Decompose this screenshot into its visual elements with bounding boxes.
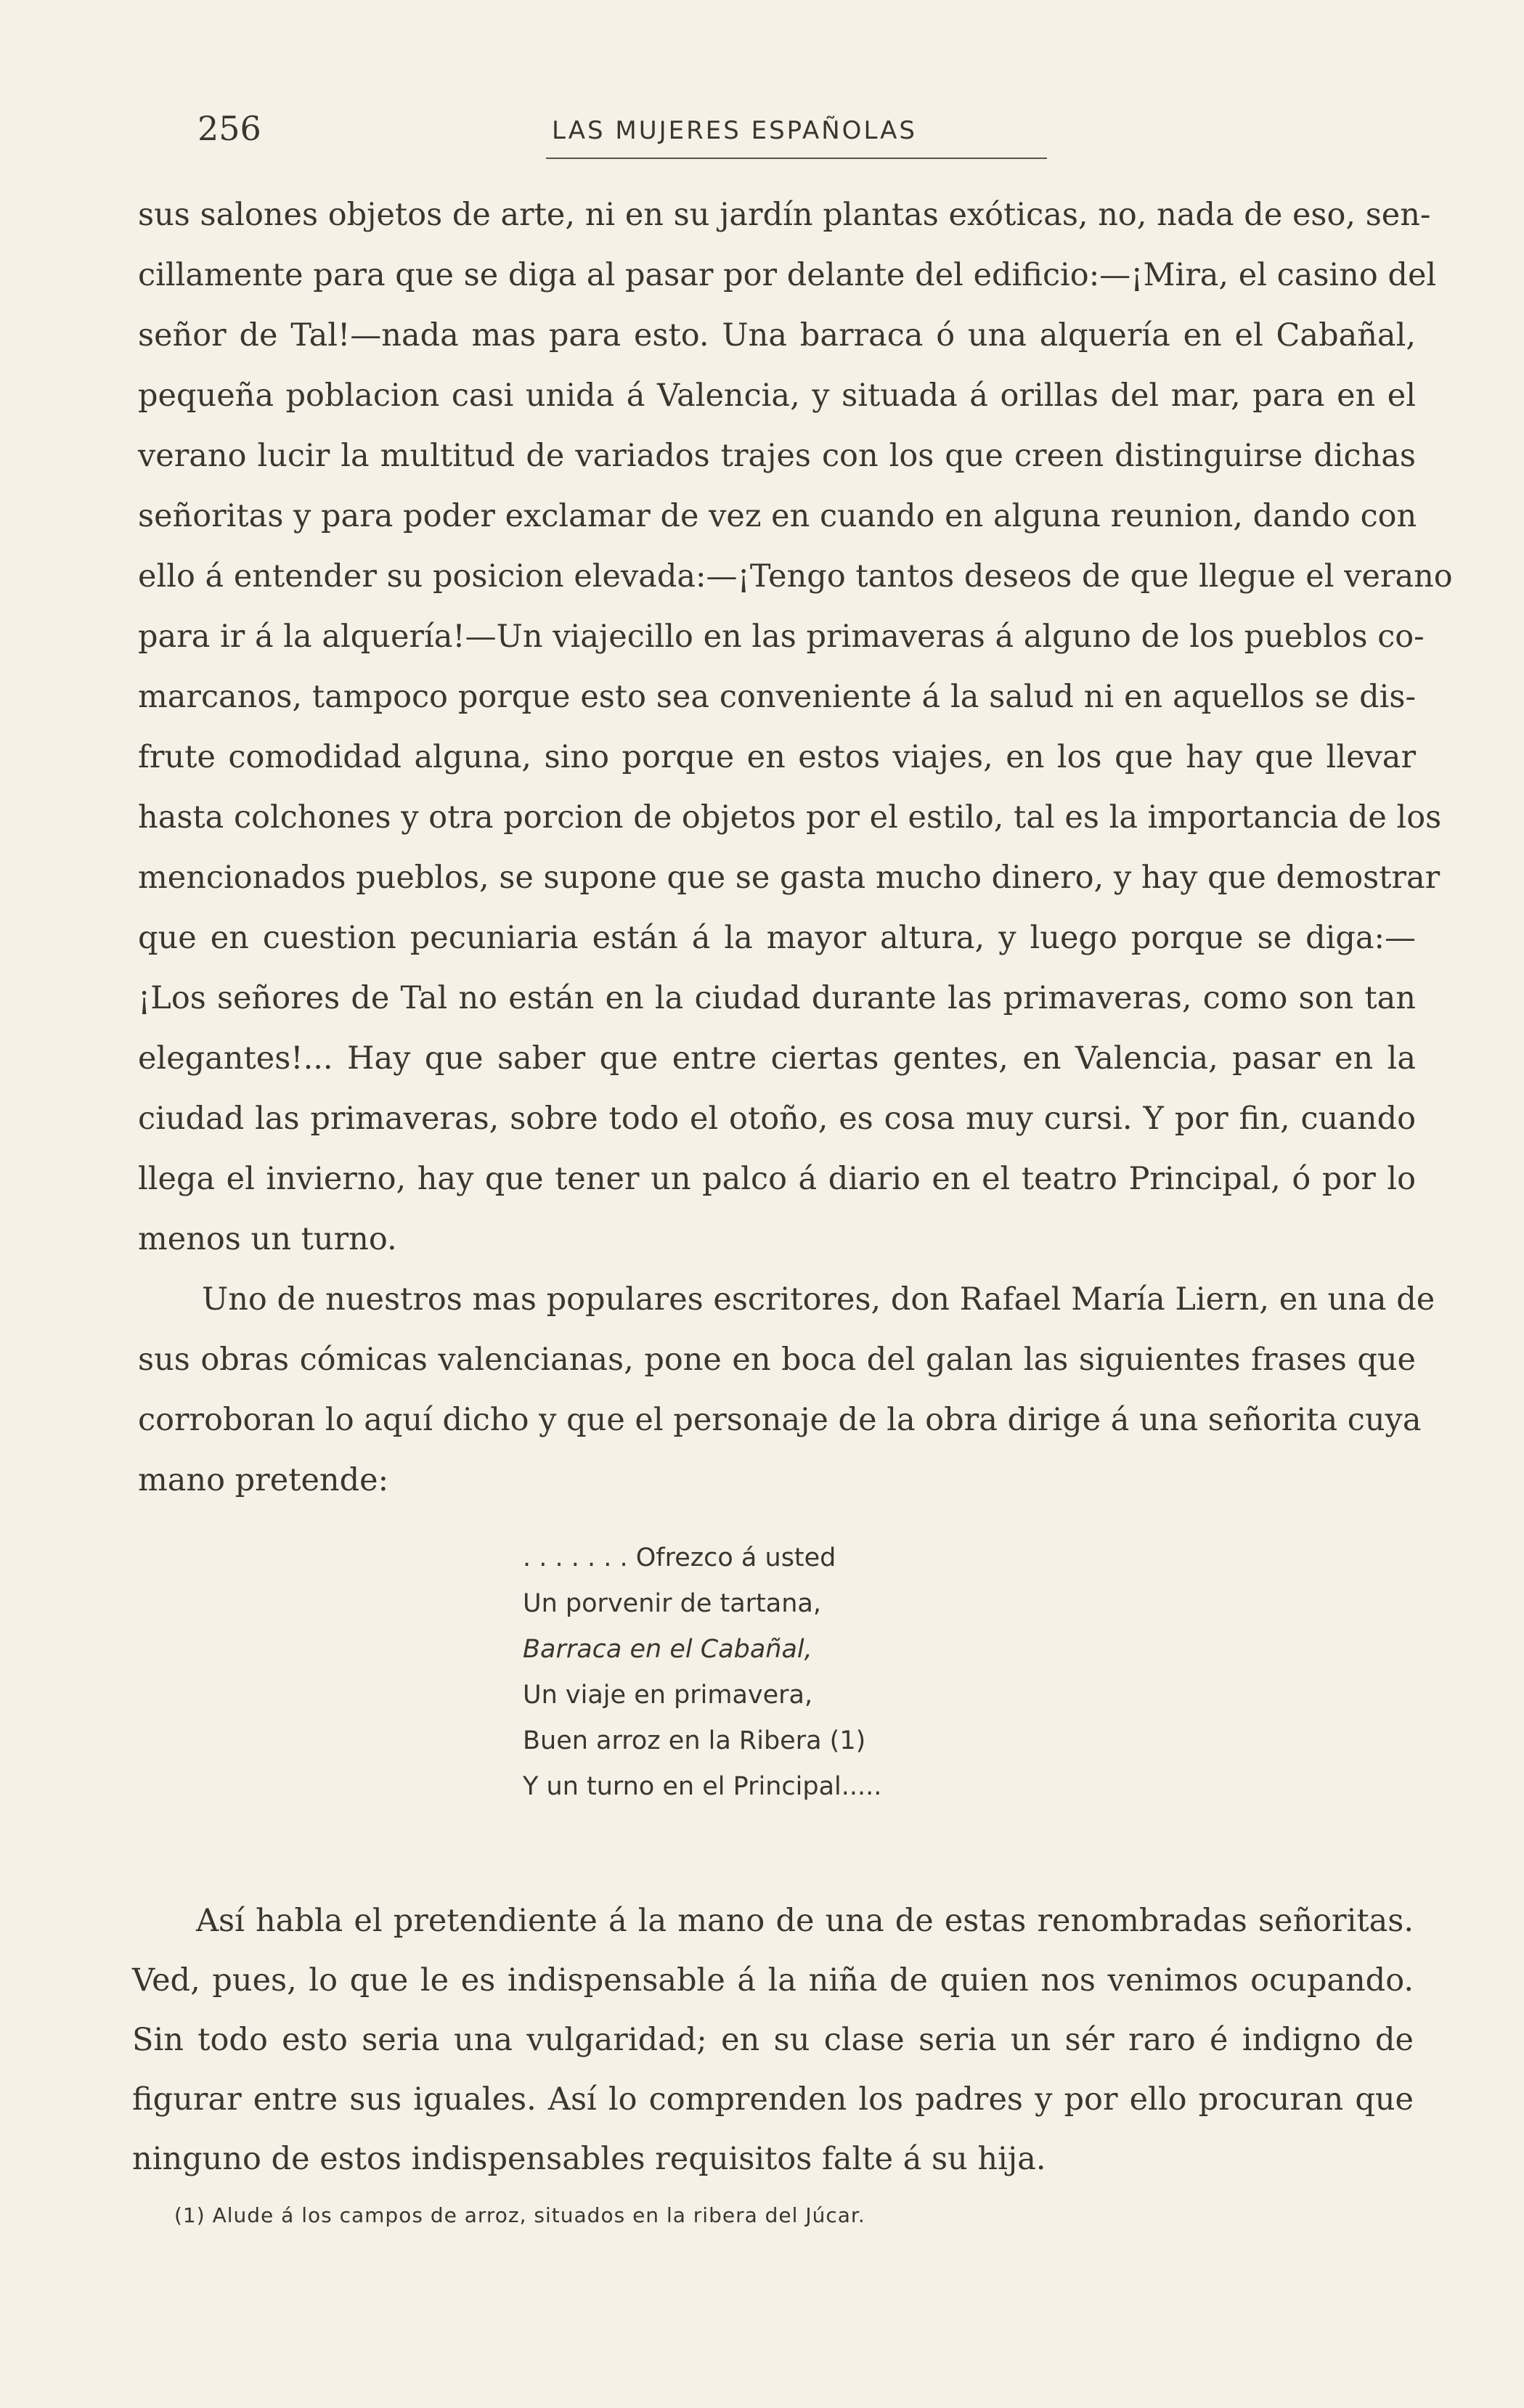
verse-quote	[523, 1535, 1031, 1810]
text-line: Así habla el pretendiente á la mano de una de estas renombradas señoritas.	[196, 1903, 1414, 1939]
text-line: sus salones objetos de arte, ni en su jardín plantas exóticas, no, nada de eso, sen-	[138, 197, 1431, 233]
text-line: elegantes!... Hay que saber que entre ciertas gentes, en Valencia, pasar en la	[138, 1040, 1416, 1077]
text-line: Ved, pues, lo que le es indispensable á la niña de quien nos venimos ocupando.	[132, 1962, 1414, 1999]
text-line: cillamente para que se diga al pasar por delante del edificio:—¡Mira, el casino del	[138, 257, 1437, 293]
footnote: (1) Alude á los campos de arroz, situados en la ribera del Júcar.	[174, 2203, 865, 2227]
verse-line: Barraca en el Cabañal,	[523, 1635, 812, 1664]
verse-line: Un porvenir de tartana,	[523, 1589, 821, 1618]
verse-line: Y un turno en el Principal.....	[523, 1772, 882, 1801]
text-line: Uno de nuestros mas populares escritores, don Rafael María Liern, en una de	[202, 1281, 1435, 1318]
text-line: Sin todo esto seria una vulgaridad; en su clase seria un sér raro é indigno de	[132, 2022, 1414, 2058]
text-line: ninguno de estos indispensables requisitos falte á su hija.	[132, 2141, 1046, 2177]
text-line: ciudad las primaveras, sobre todo el otoño, es cosa muy cursi. Y por fin, cuando	[138, 1101, 1416, 1137]
text-line: hasta colchones y otra porcion de objetos por el estilo, tal es la importancia de los	[138, 799, 1442, 836]
text-line: verano lucir la multitud de variados trajes con los que creen distinguirse dichas	[138, 438, 1416, 474]
text-line: ¡Los señores de Tal no están en la ciudad durante las primaveras, como son tan	[138, 980, 1416, 1016]
paragraph-2	[138, 1270, 1435, 1511]
text-line: figurar entre sus iguales. Así lo comprenden los padres y por ello procuran que	[132, 2081, 1414, 2118]
text-line: señoritas y para poder exclamar de vez en cuando en alguna reunion, dando con	[138, 498, 1417, 534]
text-line: mano pretende:	[138, 1462, 389, 1498]
header-rule	[546, 158, 1047, 159]
verse-line: Un viaje en primavera,	[523, 1681, 813, 1710]
main-text	[138, 185, 1453, 1511]
text-line: que en cuestion pecuniaria están á la mayor altura, y luego porque se diga:—	[138, 920, 1416, 956]
text-line: pequeña poblacion casi unida á Valencia, y situada á orillas del mar, para en el	[138, 377, 1416, 414]
verse-line: Buen arroz en la Ribera (1)	[523, 1726, 866, 1755]
paragraph-1	[138, 185, 1453, 1270]
text-line: señor de Tal!—nada mas para esto. Una barraca ó una alquería en el Cabañal,	[138, 317, 1416, 354]
text-line: menos un turno.	[138, 1221, 397, 1257]
text-line: frute comodidad alguna, sino porque en estos viajes, en los que hay que llevar	[138, 739, 1416, 775]
text-line: mencionados pueblos, se supone que se gasta mucho dinero, y hay que demostrar	[138, 860, 1441, 896]
text-line: sus obras cómicas valencianas, pone en boca del galan las siguientes frases que	[138, 1342, 1416, 1378]
text-line: marcanos, tampoco porque esto sea conveniente á la salud ni en aquellos se dis-	[138, 679, 1416, 715]
text-line: para ir á la alquería!—Un viajecillo en las primaveras á alguno de los pueblos co-	[138, 619, 1425, 655]
text-line: ello á entender su posicion elevada:—¡Tengo tantos deseos de que llegue el verano	[138, 558, 1453, 595]
text-line: corroboran lo aquí dicho y que el personaje de la obra dirige á una señorita cuya	[138, 1402, 1422, 1438]
text-line: llega el invierno, hay que tener un palco á diario en el teatro Principal, ó por lo	[138, 1161, 1416, 1197]
running-title: LAS MUJERES ESPAÑOLAS	[552, 116, 918, 145]
paragraph-3	[132, 1891, 1414, 2189]
page-number: 256	[197, 109, 261, 148]
verse-line: . . . . . . . Ofrezco á usted	[523, 1543, 836, 1572]
